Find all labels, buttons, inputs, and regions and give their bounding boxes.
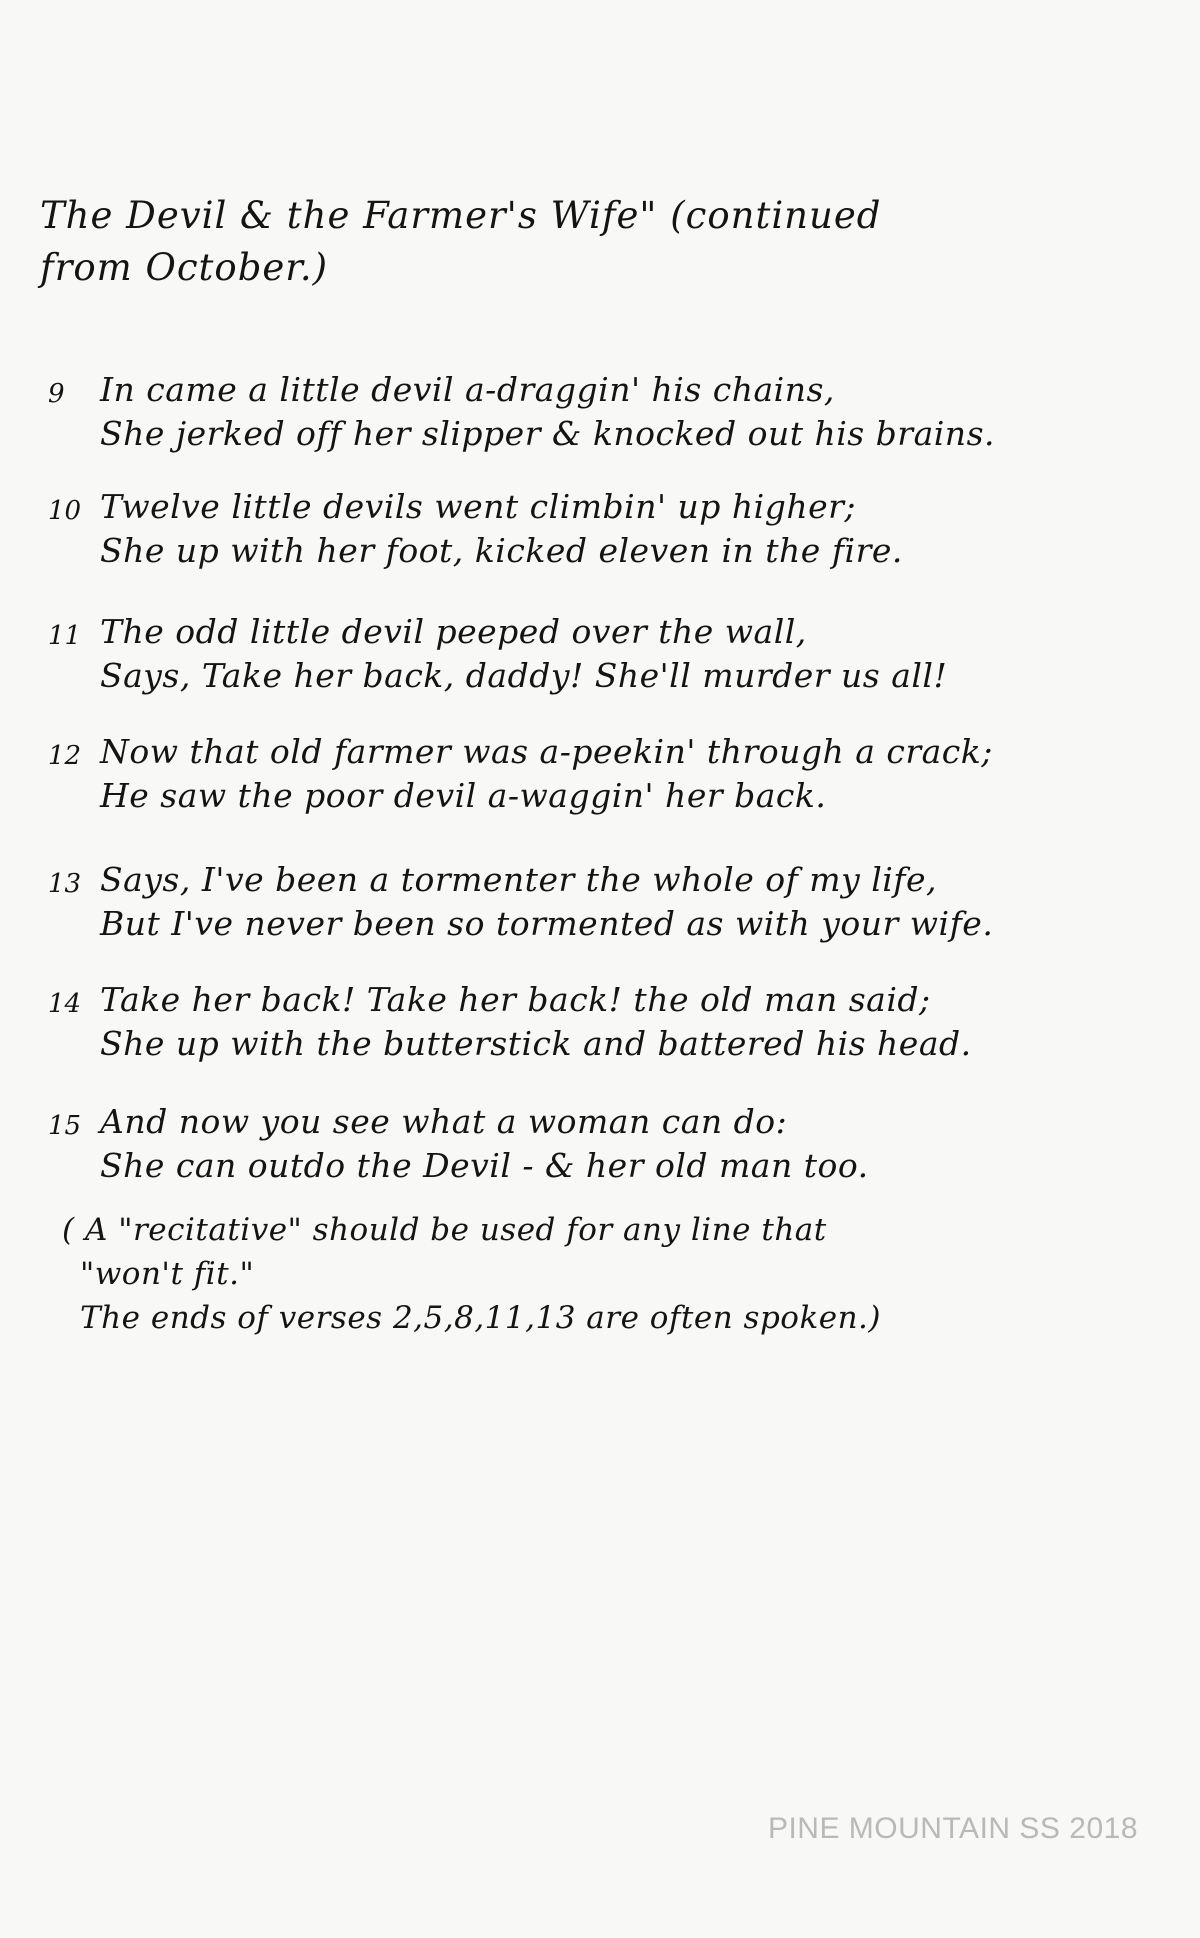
verse-number: 11	[48, 621, 82, 651]
verse-line: She jerked off her slipper & knocked out his brains.	[100, 414, 995, 453]
verse-line: He saw the poor devil a-waggin' her back.	[100, 776, 827, 815]
verse-number: 14	[48, 989, 82, 1019]
verse-number: 13	[48, 869, 82, 899]
verse-line: But I've never been so tormented as with your wife.	[100, 904, 994, 943]
verse-number: 10	[48, 496, 82, 526]
title-line-2: from October.)	[40, 246, 329, 289]
watermark: PINE MOUNTAIN SS 2018	[767, 1812, 1138, 1845]
verse-line: Twelve little devils went climbin' up higher;	[100, 487, 856, 526]
verse-number: 9	[48, 379, 65, 409]
verse-number: 12	[48, 741, 82, 771]
page-title	[40, 190, 1080, 294]
verse-line: And now you see what a woman can do:	[100, 1102, 788, 1141]
note-line-3: The ends of verses 2,5,8,11,13 are often spoken.)	[80, 1300, 881, 1336]
title-line-1: The Devil & the Farmer's Wife" (continued	[40, 194, 882, 237]
verse-line: She up with the butterstick and battered his head.	[100, 1024, 972, 1063]
verse-line: She can outdo the Devil - & her old man too.	[100, 1146, 869, 1185]
verse-line: Now that old farmer was a-peekin' through a crack;	[100, 732, 993, 771]
performance-note	[62, 1208, 1122, 1340]
verse-number: 15	[48, 1111, 82, 1141]
note-line-1: ( A "recitative" should be used for any line that	[62, 1212, 827, 1248]
note-line-2: "won't fit."	[80, 1256, 255, 1292]
verse-line: Take her back! Take her back! the old man said;	[100, 980, 931, 1019]
verse-line: The odd little devil peeped over the wall,	[100, 612, 807, 651]
verse-line: Says, Take her back, daddy! She'll murder us all!	[100, 656, 948, 695]
verse-line: In came a little devil a-draggin' his chains,	[100, 370, 835, 409]
verse-line: She up with her foot, kicked eleven in the fire.	[100, 531, 903, 570]
verse-line: Says, I've been a tormenter the whole of my life,	[100, 860, 938, 899]
